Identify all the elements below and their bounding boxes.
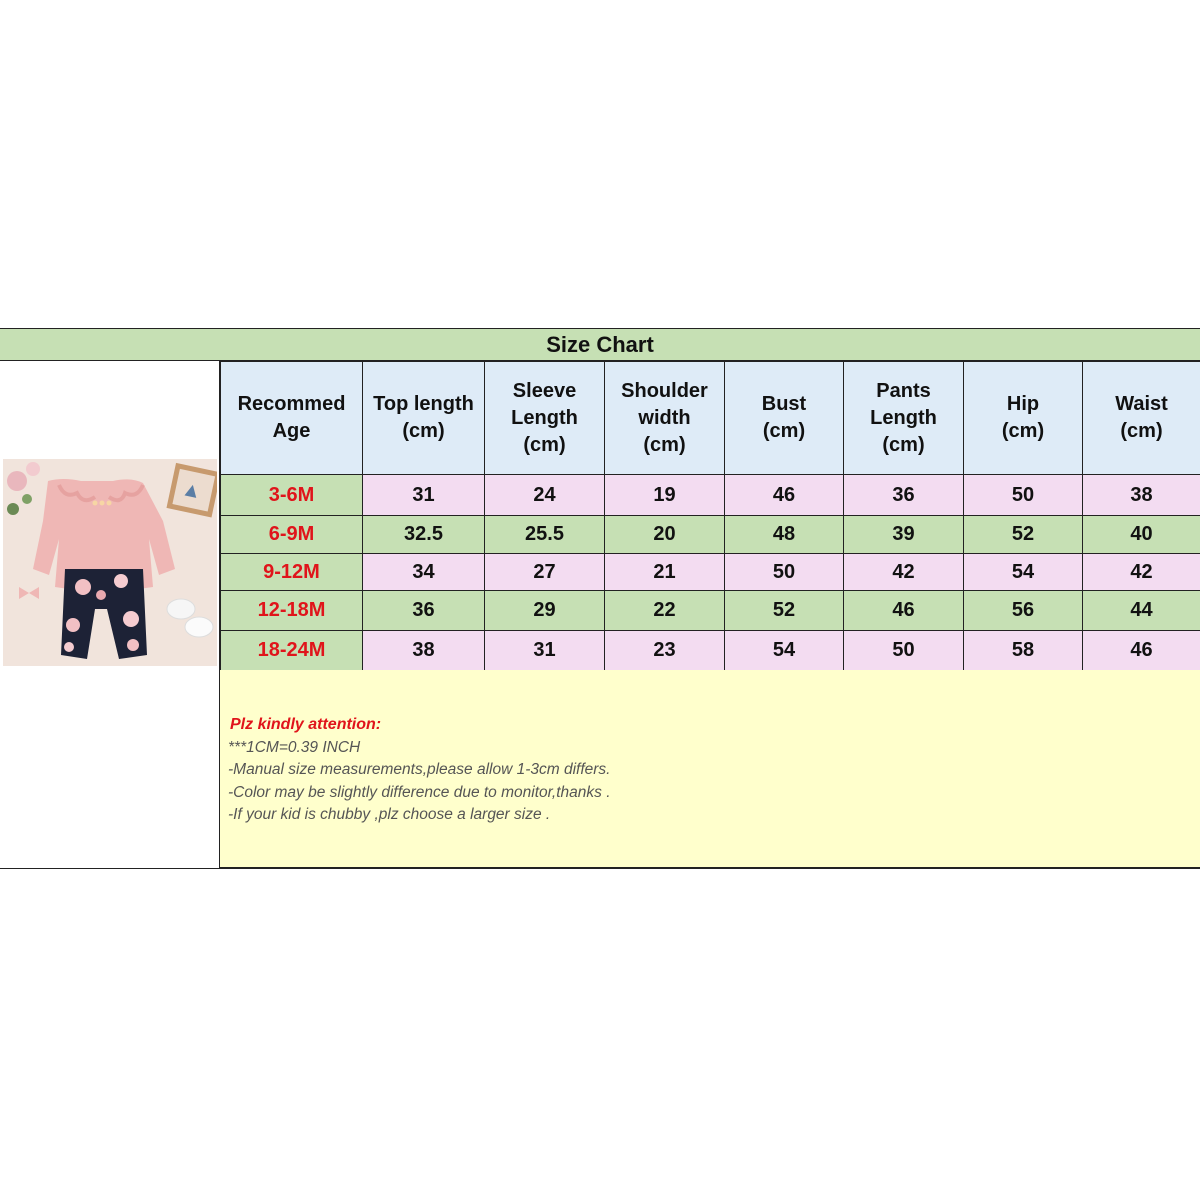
- size-chart: [0, 328, 1200, 870]
- header-waist: Waist (cm): [1083, 362, 1200, 475]
- measurement-cell: 23: [605, 631, 725, 671]
- measurement-cell: 44: [1083, 591, 1200, 631]
- measurement-cell: 50: [844, 631, 964, 671]
- measurement-cell: 39: [844, 516, 964, 554]
- measurement-cell: 25.5: [485, 516, 605, 554]
- measurement-cell: 56: [964, 591, 1083, 631]
- table-row: [221, 554, 1200, 591]
- measurement-cell: 42: [844, 554, 964, 591]
- size-table: [220, 361, 1200, 671]
- measurement-cell: 54: [964, 554, 1083, 591]
- measurement-cell: 36: [844, 475, 964, 516]
- header-sleeve-length: Sleeve Length (cm): [485, 362, 605, 475]
- measurement-cell: 58: [964, 631, 1083, 671]
- measurement-cell: 38: [1083, 475, 1200, 516]
- header-hip: Hip (cm): [964, 362, 1083, 475]
- measurement-cell: 48: [725, 516, 844, 554]
- measurement-cell: 21: [605, 554, 725, 591]
- table-row: [221, 591, 1200, 631]
- header-age: Recommed Age: [221, 362, 363, 475]
- measurement-cell: 36: [363, 591, 485, 631]
- measurement-cell: 46: [844, 591, 964, 631]
- measurement-cell: 50: [964, 475, 1083, 516]
- table-row: [221, 475, 1200, 516]
- measurement-cell: 52: [964, 516, 1083, 554]
- note-line: ***1CM=0.39 INCH: [228, 738, 361, 756]
- measurement-cell: 34: [363, 554, 485, 591]
- age-cell: 6-9M: [221, 516, 363, 554]
- header-bust: Bust (cm): [725, 362, 844, 475]
- measurement-cell: 38: [363, 631, 485, 671]
- age-cell: 9-12M: [221, 554, 363, 591]
- product-photo-column: [0, 361, 220, 868]
- chart-bottom-border: [0, 868, 1200, 869]
- measurement-cell: 31: [363, 475, 485, 516]
- table-row: [221, 516, 1200, 554]
- measurement-cell: 31: [485, 631, 605, 671]
- header-row: [221, 362, 1200, 475]
- notes-panel: [220, 670, 1200, 868]
- notes-title: Plz kindly attention:: [230, 716, 382, 733]
- note-line: -Color may be slightly difference due to monitor,thanks .: [228, 783, 611, 801]
- measurement-cell: 46: [1083, 631, 1200, 671]
- measurement-cell: 32.5: [363, 516, 485, 554]
- measurement-cell: 27: [485, 554, 605, 591]
- chart-title: Size Chart: [0, 328, 1200, 361]
- measurement-cell: 22: [605, 591, 725, 631]
- measurement-cell: 19: [605, 475, 725, 516]
- note-line: -Manual size measurements,please allow 1-3cm differs.: [228, 761, 611, 778]
- header-shoulder-width: Shoulder width (cm): [605, 362, 725, 475]
- measurement-cell: 54: [725, 631, 844, 671]
- table-row: [221, 631, 1200, 671]
- header-top-length: Top length (cm): [363, 362, 485, 475]
- measurement-cell: 46: [725, 475, 844, 516]
- age-cell: 3-6M: [221, 475, 363, 516]
- measurement-cell: 20: [605, 516, 725, 554]
- note-line: -If your kid is chubby ,plz choose a larger size .: [228, 806, 551, 823]
- measurement-cell: 50: [725, 554, 844, 591]
- measurement-cell: 24: [485, 475, 605, 516]
- age-cell: 12-18M: [221, 591, 363, 631]
- measurement-cell: 52: [725, 591, 844, 631]
- product-photo: [3, 459, 217, 666]
- header-pants-length: Pants Length (cm): [844, 362, 964, 475]
- age-cell: 18-24M: [221, 631, 363, 671]
- measurement-cell: 42: [1083, 554, 1200, 591]
- measurement-cell: 40: [1083, 516, 1200, 554]
- measurement-cell: 29: [485, 591, 605, 631]
